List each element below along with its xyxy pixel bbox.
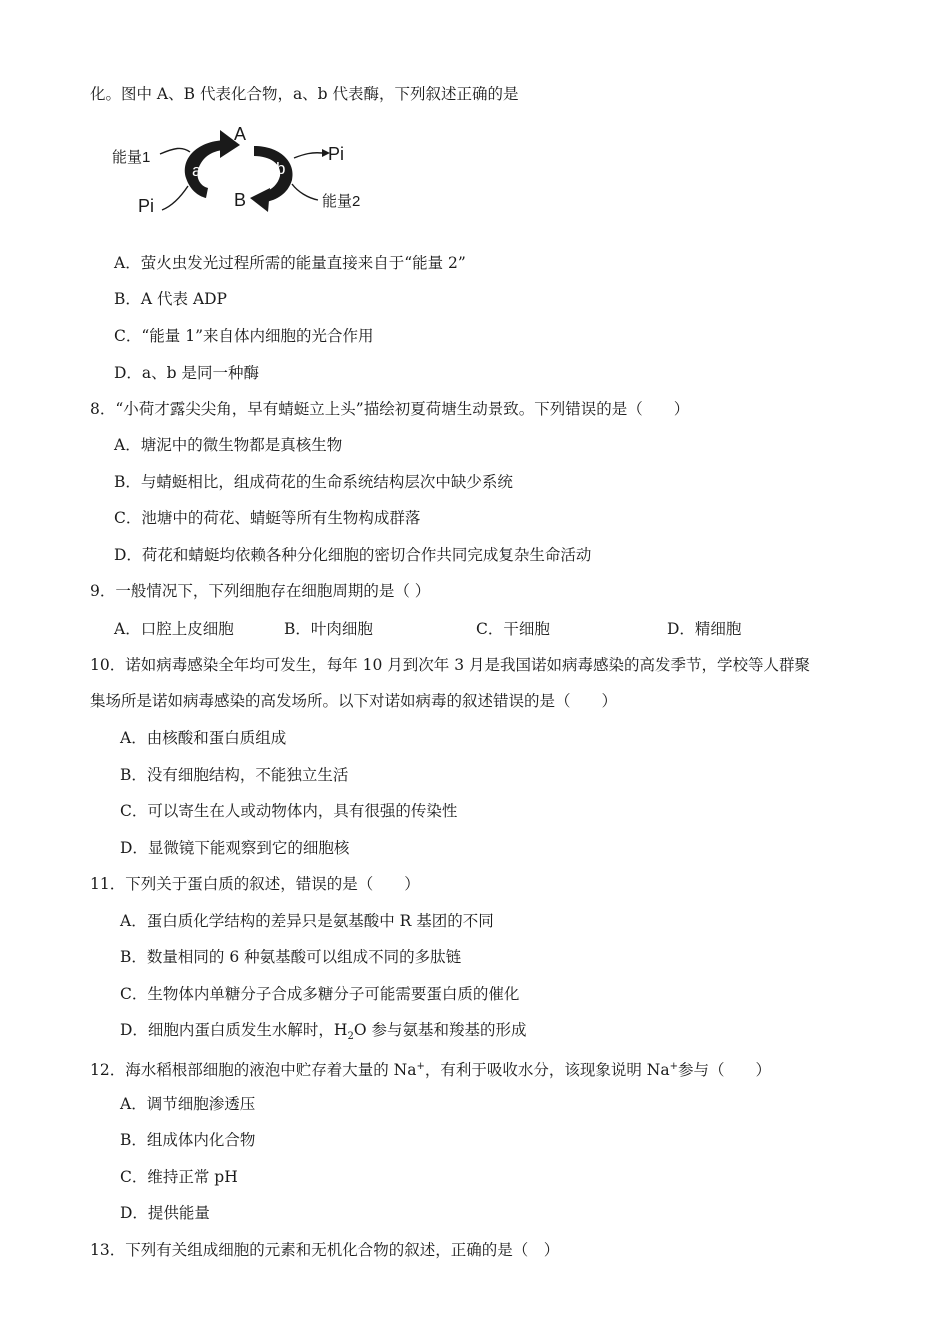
- q12-stem: [90, 1057, 771, 1080]
- q10-option-d: D．显微镜下能观察到它的细胞核: [120, 839, 350, 857]
- arrow-b-head: [250, 188, 270, 212]
- enzyme-a-label: a: [192, 161, 202, 180]
- pi-left-line: [162, 186, 188, 210]
- compound-a-label: A: [234, 124, 247, 144]
- q12-option-d: D．提供能量: [120, 1204, 210, 1222]
- q12-option-b: B．组成体内化合物: [120, 1131, 256, 1149]
- q10-option-b: B．没有细胞结构，不能独立生活: [120, 766, 349, 784]
- q7-option-a: A．萤火虫发光过程所需的能量直接来自于“能量 2”: [114, 254, 466, 272]
- q7-option-b: B．A 代表 ADP: [114, 290, 227, 308]
- energy1-label: 能量1: [112, 149, 151, 166]
- q11-option-d-text-post: O 参与氨基和羧基的形成: [353, 1021, 527, 1039]
- q10-stem-line1: 10．诺如病毒感染全年均可发生，每年 10 月到次年 3 月是我国诺如病毒感染的高发季节，学校等人群聚: [90, 656, 811, 674]
- q10-option-c: C．可以寄生在人或动物体内，具有很强的传染性: [120, 802, 458, 820]
- q9-option-b: B．叶肉细胞: [284, 620, 373, 638]
- q12-stem-pre: 12．海水稻根部细胞的液泡中贮存着大量的 Na: [90, 1061, 417, 1080]
- q12-option-a: A．调节细胞渗透压: [120, 1095, 256, 1113]
- q10-stem-line2: 集场所是诺如病毒感染的高发场所。以下对诺如病毒的叙述错误的是（ ）: [90, 692, 618, 710]
- q9-option-a: A．口腔上皮细胞: [114, 620, 234, 638]
- compound-b-label: B: [234, 190, 247, 210]
- q11-option-c: C．生物体内单糖分子合成多糖分子可能需要蛋白质的催化: [120, 985, 520, 1003]
- q9-option-c: C．干细胞: [476, 620, 550, 638]
- q12-superscript-2: +: [669, 1061, 678, 1072]
- q12-option-c: C．维持正常 pH: [120, 1168, 238, 1186]
- q7-option-c: C．“能量 1”来自体内细胞的光合作用: [114, 327, 374, 345]
- q8-option-d: D．荷花和蜻蜓均依赖各种分化细胞的密切合作共同完成复杂生命活动: [114, 546, 592, 564]
- q13-stem: 13．下列有关组成细胞的元素和无机化合物的叙述，正确的是（ ）: [90, 1241, 560, 1259]
- q9-stem: 9．一般情况下，下列细胞存在细胞周期的是（ ）: [90, 582, 431, 600]
- q8-option-c: C．池塘中的荷花、蜻蜓等所有生物构成群落: [114, 509, 421, 527]
- energy1-line: [160, 148, 190, 154]
- energy2-label: 能量2: [322, 193, 361, 210]
- q11-option-d-text-pre: D．细胞内蛋白质发生水解时，H: [120, 1021, 348, 1039]
- atp-cycle-diagram: [108, 118, 388, 228]
- q8-option-b: B．与蜻蜓相比，组成荷花的生命系统结构层次中缺少系统: [114, 473, 513, 491]
- q7-stem: 化。图中 A、B 代表化合物，a、b 代表酶，下列叙述正确的是: [90, 85, 519, 103]
- q11-option-a: A．蛋白质化学结构的差异只是氨基酸中 R 基团的不同: [120, 912, 494, 930]
- enzyme-b-label: b: [276, 159, 286, 178]
- pi-left-label: Pi: [138, 196, 155, 216]
- q9-options-row: [0, 619, 950, 639]
- pi-right-label: Pi: [328, 144, 345, 164]
- q12-stem-post: 参与（ ）: [677, 1061, 771, 1080]
- energy2-line: [292, 184, 318, 200]
- q11-option-d-subscript: 2: [347, 1031, 354, 1043]
- q10-option-a: A．由核酸和蛋白质组成: [120, 729, 287, 747]
- q7-option-d: D．a、b 是同一种酶: [114, 364, 260, 382]
- q11-option-b: B．数量相同的 6 种氨基酸可以组成不同的多肽链: [120, 948, 462, 966]
- q12-stem-mid: ，有利于吸收水分，该现象说明 Na: [424, 1061, 670, 1080]
- pi-right-line: [294, 153, 322, 158]
- q11-stem: 11．下列关于蛋白质的叙述，错误的是（ ）: [90, 875, 420, 893]
- q12-superscript-1: +: [416, 1061, 425, 1072]
- q8-option-a: A．塘泥中的微生物都是真核生物: [114, 436, 343, 454]
- q8-stem: 8．“小荷才露尖尖角，早有蜻蜓立上头”描绘初夏荷塘生动景致。下列错误的是（ ）: [90, 400, 690, 418]
- q9-option-d: D．精细胞: [667, 620, 742, 638]
- q11-option-d: [120, 1020, 526, 1047]
